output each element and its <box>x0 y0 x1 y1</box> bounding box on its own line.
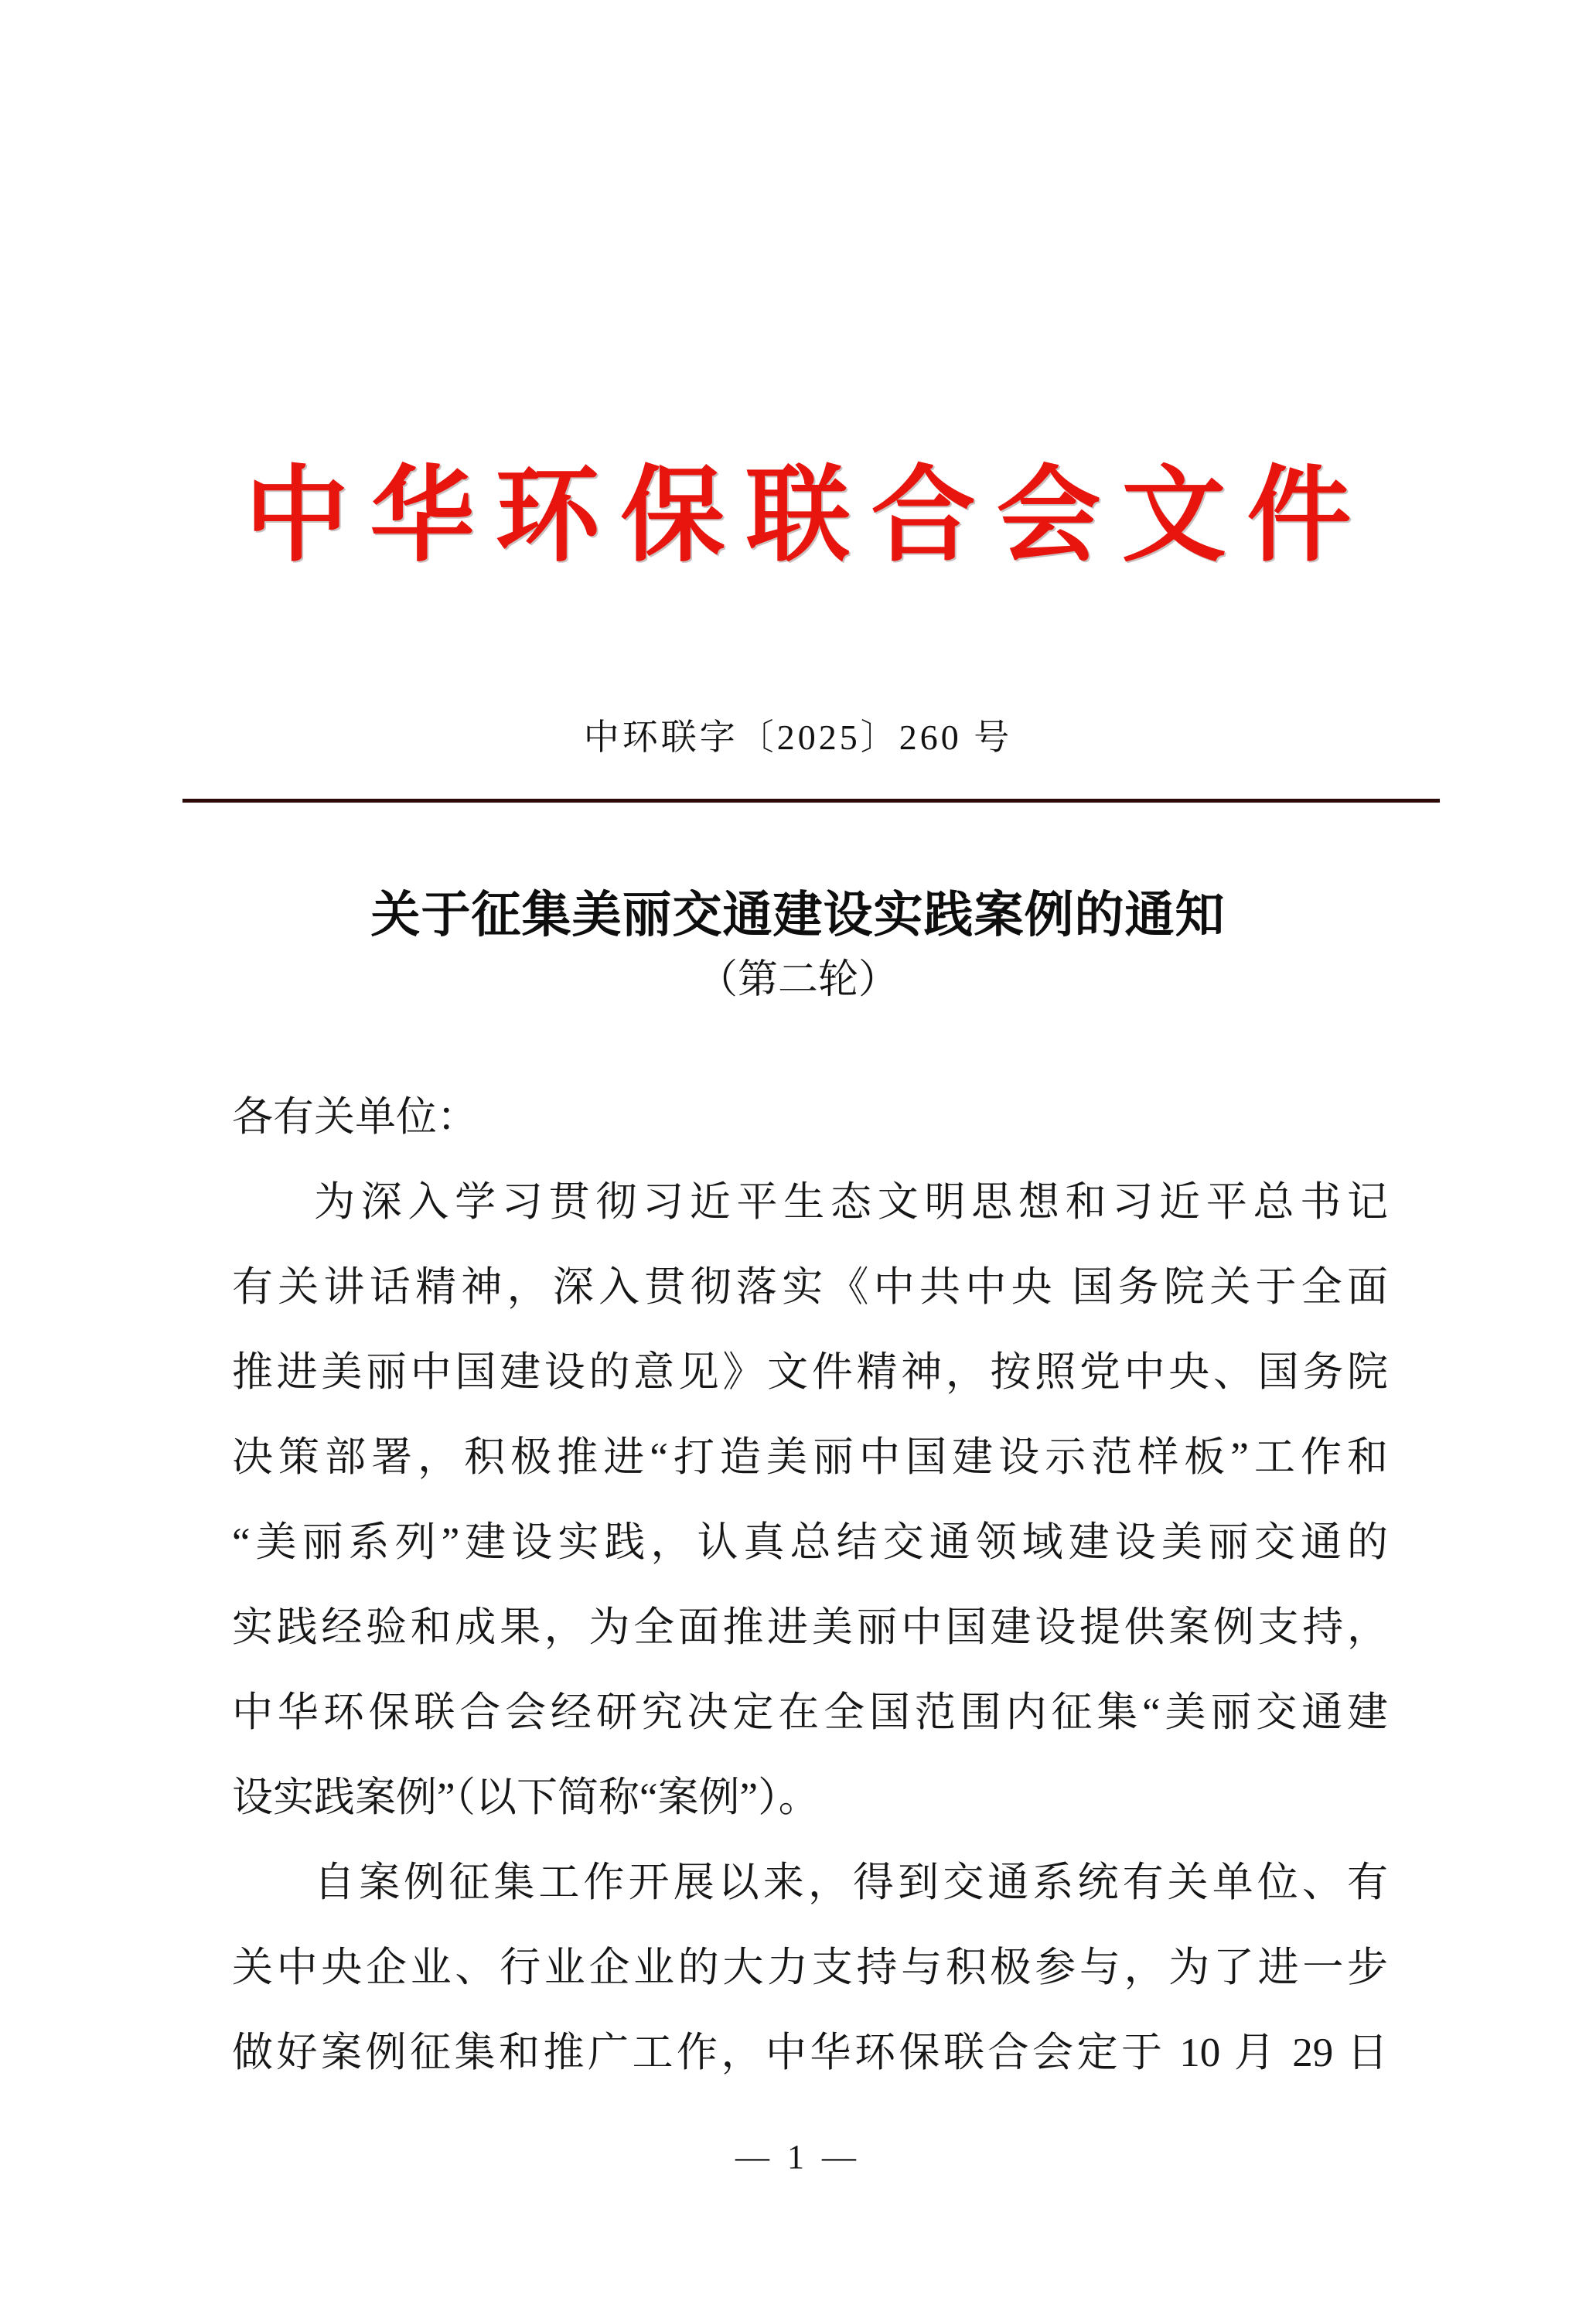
body-line: 实践经验和成果，为全面推进美丽中国建设提供案例支持， <box>232 1605 1388 1650</box>
body-line: 为深入学习贯彻习近平生态文明思想和习近平总书记 <box>314 1180 1388 1225</box>
body-line: 中华环保联合会经研究决定在全国范围内征集“美丽交通建 <box>232 1690 1388 1735</box>
body-line: 设实践案例”（以下简称“案例”）。 <box>232 1775 820 1820</box>
body-line: 推进美丽中国建设的意见》文件精神，按照党中央、国务院 <box>232 1350 1388 1395</box>
page-number: — 1 — <box>735 2138 861 2176</box>
body-line: 关中央企业、行业企业的大力支持与积极参与，为了进一步 <box>232 1945 1388 1990</box>
notice-body <box>232 1075 1388 2095</box>
header-divider-rule <box>182 799 1440 803</box>
notice-title: 关于征集美丽交通建设实践案例的通知 <box>370 888 1226 943</box>
body-line: 做好案例征集和推广工作，中华环保联合会定于 10 月 29 日 <box>232 2030 1388 2075</box>
body-line: 有关讲话精神，深入贯彻落实《中共中央 国务院关于全面 <box>232 1265 1388 1310</box>
issuing-org-header-title: 中华环保联合会文件 <box>244 459 1373 574</box>
notice-subtitle: （第二轮） <box>697 958 899 1002</box>
document-number: 中环联字〔2025〕260 号 <box>583 718 1013 757</box>
salutation: 各有关单位： <box>232 1095 478 1140</box>
body-line: “美丽系列”建设实践，认真总结交通领域建设美丽交通的 <box>232 1520 1388 1565</box>
body-line: 自案例征集工作开展以来，得到交通系统有关单位、有 <box>314 1860 1388 1905</box>
body-line: 决策部署，积极推进“打造美丽中国建设示范样板”工作和 <box>232 1435 1388 1480</box>
